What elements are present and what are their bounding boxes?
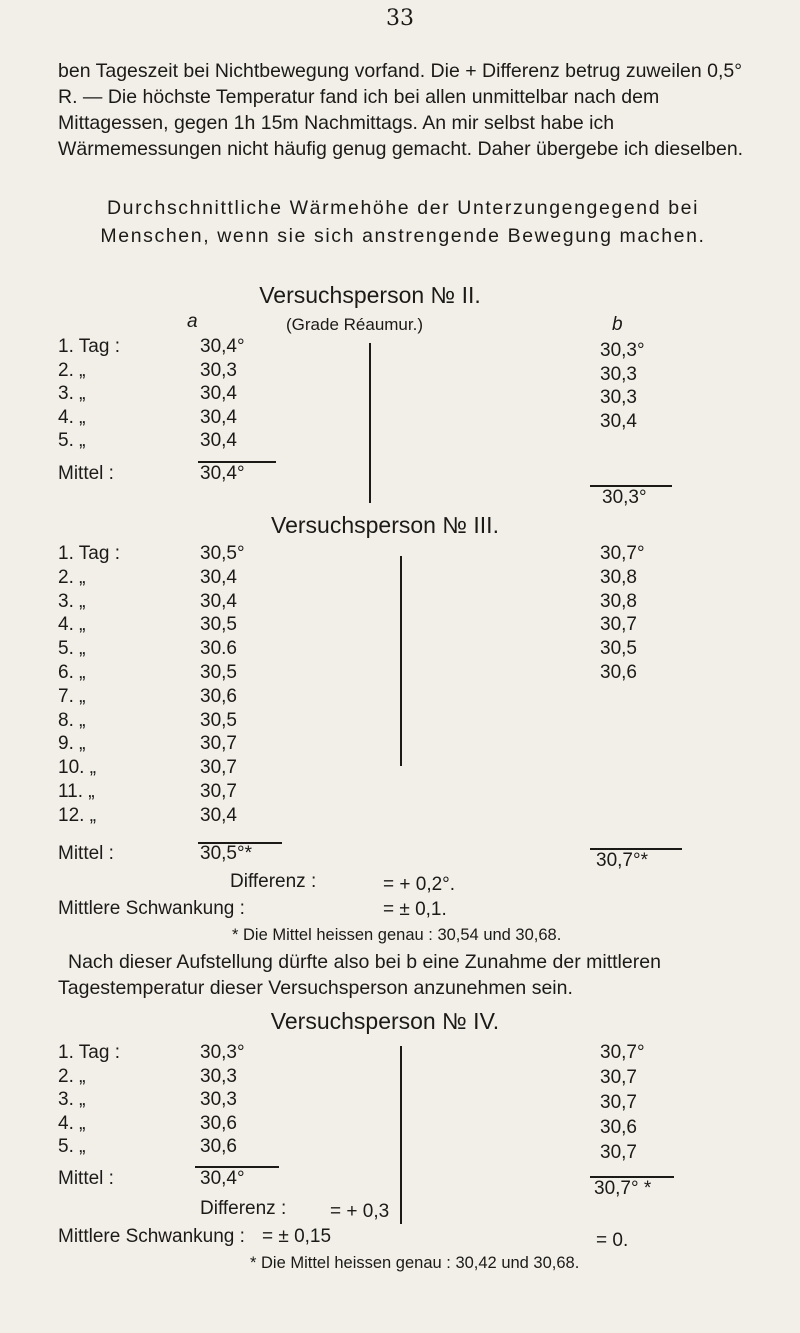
row-label: 1. Tag : [58,336,120,357]
schwankung-value: = ± 0,15 [262,1226,332,1247]
row-label: 7. „ [58,685,86,707]
value-b: 30,5 [600,638,637,660]
row-label: 4. „ [58,614,86,636]
value-a: 30,4° [200,336,245,357]
value-b: 30,3 [600,363,637,385]
value-a: 30,7 [200,757,237,779]
footnote: * Die Mittel heissen genau : 30,54 und 30,68. [232,926,562,944]
value-a: 30.6 [200,638,237,660]
row-label: 2. „ [58,359,86,381]
page-number: 33 [386,6,414,31]
row-label: 6. „ [58,662,86,683]
value-a: 30,5° [200,543,245,564]
schwankung-label: Mittlere Schwankung : [58,898,245,919]
row-label: 5. „ [58,1136,86,1157]
table-ii-title: Versuchsperson № II. [259,282,481,308]
value-a: 30,6 [200,1112,237,1134]
value-a: 30,6 [200,1136,237,1157]
value-b: 30,7° [600,543,645,564]
row-label: 1. Tag : [58,543,120,564]
value-a: 30,5 [200,662,237,683]
value-a: 30,7 [200,733,237,755]
value-a: 30,3° [200,1042,245,1063]
value-b: 30,7° [600,1042,645,1063]
value-a: 30,4 [200,804,237,826]
row-label: 9. „ [58,733,86,755]
value-b: 30,6 [600,1117,637,1138]
column-divider [400,1046,402,1224]
value-a: 30,3 [200,359,237,381]
differenz-label: Differenz : [230,871,317,892]
mean-label: Mittel : [58,843,114,864]
mean-a: 30,4° [200,463,245,484]
differenz-value: = + 0,2°. [383,874,456,895]
value-a: 30,4 [200,383,237,404]
value-a: 30,3 [200,1089,237,1110]
value-a: 30,6 [200,685,237,707]
column-divider [369,343,371,503]
schwankung-label: Mittlere Schwankung : [58,1226,245,1247]
schwankung-b-value: = 0. [596,1230,629,1251]
row-label: 3. „ [58,383,86,404]
mean-label: Mittel : [58,463,114,484]
row-label: 10. „ [58,757,97,779]
value-b: 30,4 [600,410,637,432]
value-b: 30,8 [600,566,637,588]
row-label: 5. „ [58,430,86,451]
table-iii-title: Versuchsperson № III. [271,512,499,538]
value-b: 30,6 [600,662,637,683]
value-b: 30,3 [600,387,637,408]
row-label: 3. „ [58,1089,86,1110]
row-label: 4. „ [58,406,86,428]
value-b: 30,8 [600,590,637,612]
footnote: * Die Mittel heissen genau : 30,42 und 30,68. [250,1254,580,1272]
value-b: 30,3° [600,340,645,361]
mean-a: 30,5°* [200,843,252,864]
value-a: 30,4 [200,566,237,588]
row-label: 11. „ [58,781,95,802]
middle-paragraph: Nach dieser Aufstellung dürfte also bei b eine Zunahme der mittleren Tagestemperatur dieser Versuchsperson anzunehmen sein. [58,951,661,999]
row-label: 4. „ [58,1112,86,1134]
differenz-value: = + 0,3 [330,1201,390,1222]
row-label: 8. „ [58,709,86,731]
mean-a: 30,4° [200,1168,245,1189]
value-a: 30,4 [200,406,237,428]
row-label: 2. „ [58,1065,86,1087]
value-b: 30,7 [600,614,637,636]
value-b: 30,7 [600,1067,637,1088]
value-a: 30,3 [200,1065,237,1087]
table-iv-title: Versuchsperson № IV. [270,1008,500,1034]
value-a: 30,5 [200,709,237,731]
value-a: 30,4 [200,590,237,612]
row-label: 1. Tag : [58,1042,120,1063]
section-heading: Durchschnittliche Wärmehöhe der Unterzungengegend bei Menschen, wenn sie sich anstrengende Bewegung machen. [100,197,706,247]
differenz-label: Differenz : [200,1198,287,1219]
unit-label: (Grade Réaumur.) [286,315,423,334]
row-label: 5. „ [58,638,86,660]
row-label: 3. „ [58,590,86,612]
schwankung-value: = ± 0,1. [383,899,447,920]
col-b-header: b [612,314,623,335]
mean-b: 30,7° * [594,1178,652,1199]
value-b: 30,7 [600,1142,637,1163]
intro-paragraph: ben Tageszeit bei Nichtbewegung vorfand. Die + Differenz betrug zuweilen 0,5° R. — Die höchste Temperatur fand ich bei allen unmittelbar nach dem Mittagessen, gegen 1h 15m Nachmittags. An mir selbst habe ich Wärmemessungen nicht häufig genug gemacht. Daher übergebe ich dieselben. [58,60,744,160]
mean-b: 30,7°* [596,850,648,871]
row-label: 2. „ [58,566,86,588]
mean-label: Mittel : [58,1168,114,1189]
value-b: 30,7 [600,1092,637,1113]
value-a: 30,5 [200,614,237,636]
col-a-header: a [187,311,198,332]
value-a: 30,7 [200,781,237,802]
column-divider [400,556,402,766]
value-a: 30,4 [200,430,237,451]
row-label: 12. „ [58,804,97,826]
mean-b: 30,3° [602,487,647,508]
